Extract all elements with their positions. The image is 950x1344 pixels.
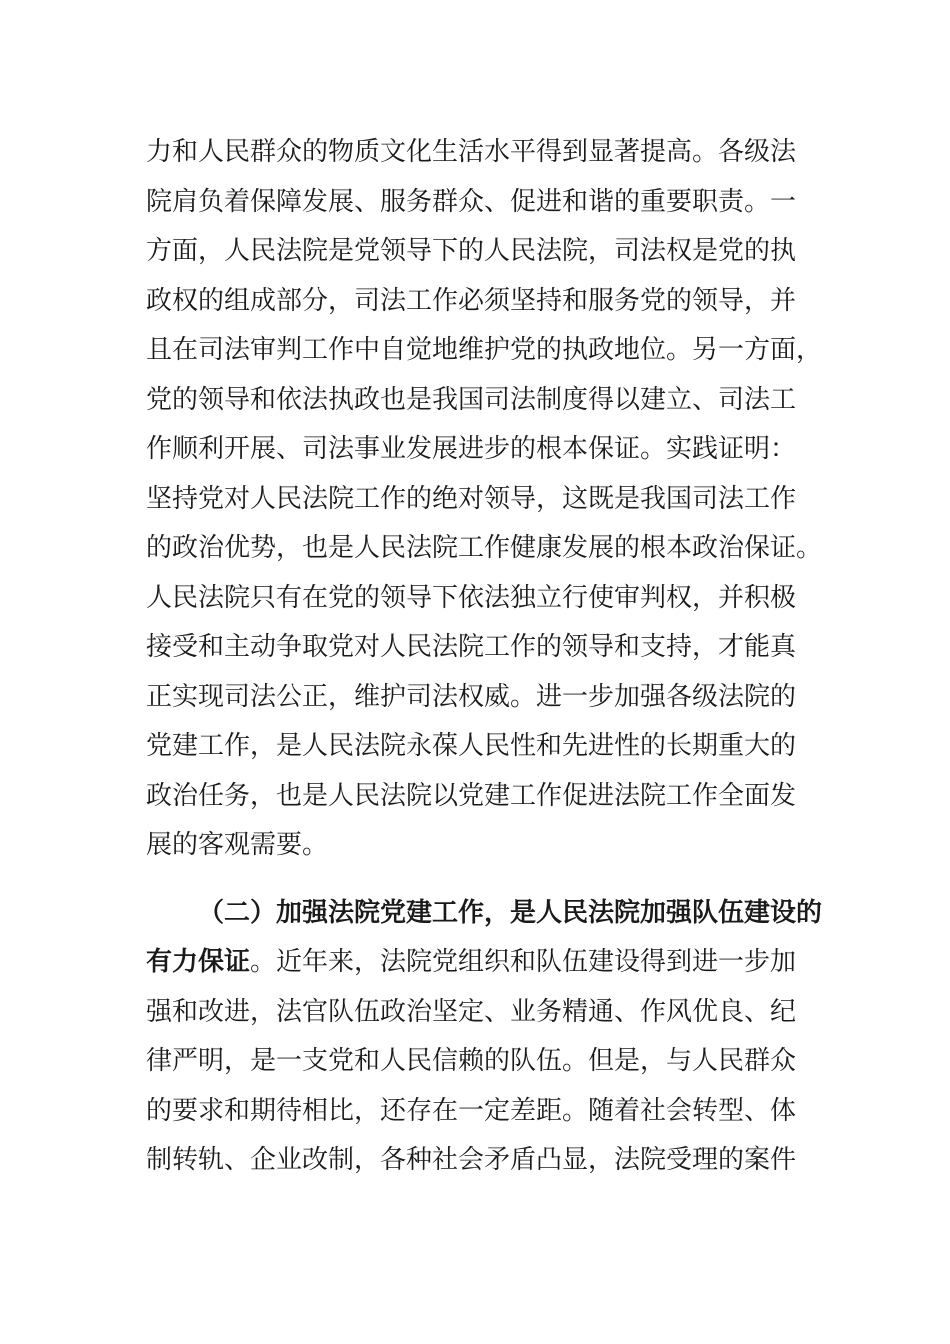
text-line: 的要求和期待相比，还存在一定差距。随着社会转型、体: [146, 1095, 797, 1126]
text-line: 正实现司法公正，维护司法权威。进一步加强各级法院的: [146, 681, 797, 712]
text-line: 坚持党对人民法院工作的绝对领导，这既是我国司法工作: [146, 483, 797, 514]
text-line: 院肩负着保障发展、服务群众、促进和谐的重要职责。一: [146, 186, 797, 217]
text-line: 接受和主动争取党对人民法院工作的领导和支持，才能真: [146, 632, 797, 662]
text-line: 强和改进，法官队伍政治坚定、业务精通、作风优良、纪: [146, 996, 797, 1027]
text-line: 方面，人民法院是党领导下的人民法院，司法权是党的执: [146, 236, 797, 266]
paragraph-2: [146, 889, 823, 1186]
paragraph-1: [146, 128, 823, 871]
text-line: 党建工作，是人民法院永葆人民性和先进性的长期重大的: [146, 731, 797, 761]
text-run: 。近年来，法院党组织和队伍建设得到进一步加: [250, 947, 797, 977]
text-line: 展的客观需要。: [146, 830, 329, 860]
text-line: 的政治优势，也是人民法院工作健康发展的根本政治保证。: [146, 533, 823, 563]
text-line: [146, 938, 806, 988]
text-line: 且在司法审判工作中自觉地维护党的执政地位。另一方面，: [146, 335, 823, 365]
section-heading: （二）加强法院党建工作，是人民法院加强队伍建设的: [198, 897, 823, 928]
text-line: 人民法院只有在党的领导下依法独立行使审判权，并积极: [146, 582, 797, 613]
text-line: 力和人民群众的物质文化生活水平得到显著提高。各级法: [146, 137, 797, 167]
text-line: 党的领导和依法执政也是我国司法制度得以建立、司法工: [146, 384, 797, 415]
document-body: [146, 128, 823, 1186]
text-line: 律严明，是一支党和人民信赖的队伍。但是，与人民群众: [146, 1046, 797, 1076]
section-heading-continued: 有力保证: [146, 947, 251, 977]
text-line: 政权的组成部分，司法工作必须坚持和服务党的领导，并: [146, 285, 797, 316]
text-line: 政治任务，也是人民法院以党建工作促进法院工作全面发: [146, 780, 797, 811]
text-line: 作顺利开展、司法事业发展进步的根本保证。实践证明：: [146, 434, 797, 464]
text-line: 制转轨、企业改制，各种社会矛盾凸显，法院受理的案件: [146, 1145, 797, 1175]
